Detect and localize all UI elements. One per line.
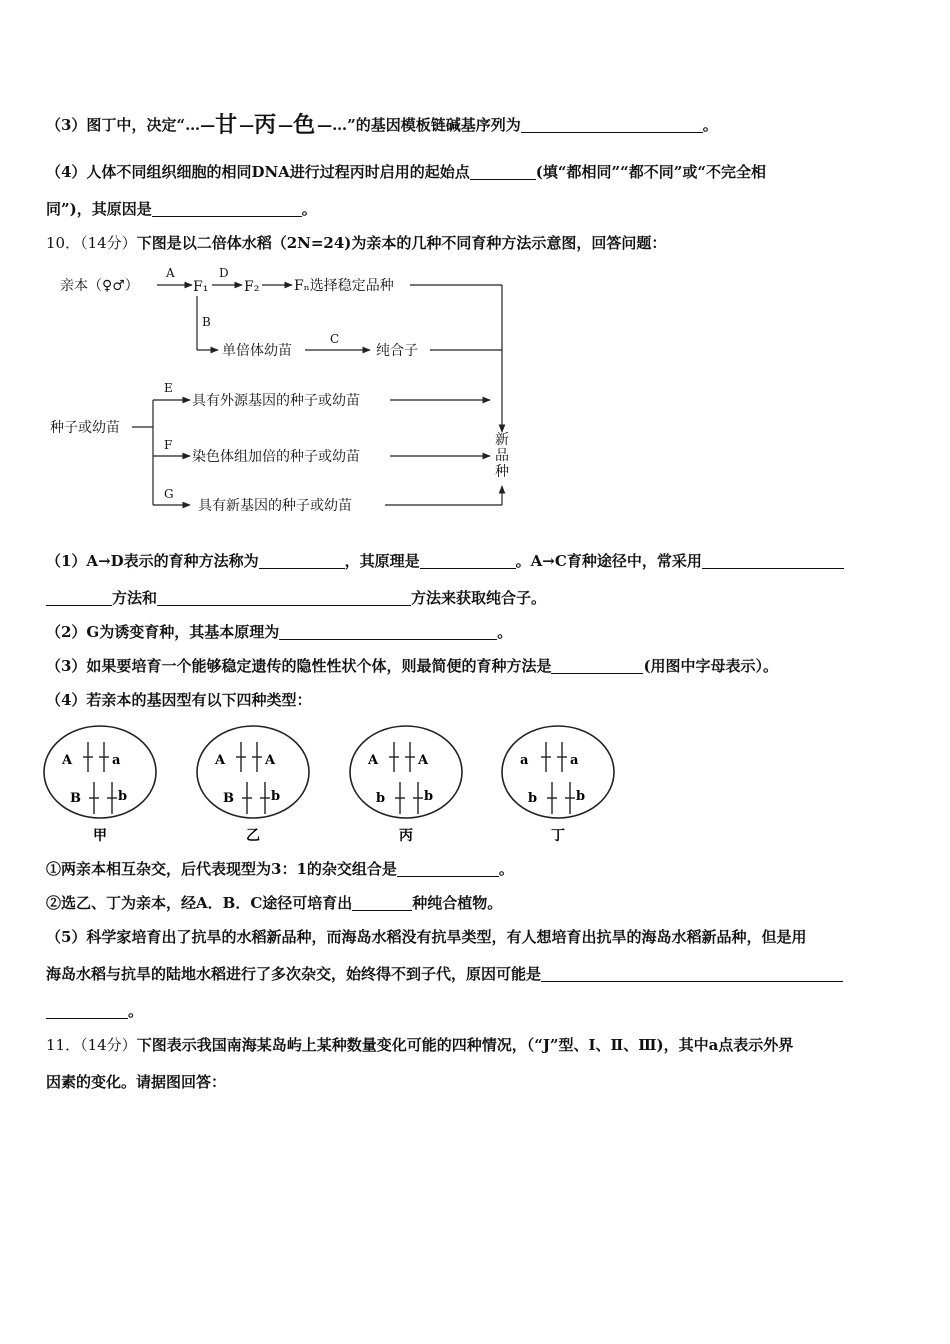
label-double: 染色体组加倍的种子或幼苗 <box>192 449 360 465</box>
label-F1: F₁ <box>193 279 209 295</box>
gene-bottom-left: b <box>528 791 538 806</box>
question-10-header <box>46 233 666 253</box>
q10-p4: （4）若亲本的基因型有以下四种类型： <box>46 691 312 709</box>
label-newgene: 具有新基因的种子或幼苗 <box>198 498 352 514</box>
question-11-line1 <box>46 1035 793 1055</box>
q10-part1-line1 <box>46 551 844 571</box>
gene-top-right: a <box>112 753 121 768</box>
q3-tail: —…”的基因模板链碱基序列为 <box>317 116 521 134</box>
q10-p2a: （2）G为诱变育种，其基本原理为 <box>46 623 280 641</box>
genotype-cells <box>0 722 950 847</box>
q11-line2: 因素的变化。请据图回答： <box>46 1073 227 1091</box>
answer-blank[interactable] <box>521 117 703 133</box>
gene-bottom-right: b <box>271 789 281 804</box>
codon-glyph-2: 丙 <box>254 112 279 138</box>
q4-line1-tail: (填“都相同”“都不同”或“不完全相 <box>535 163 767 181</box>
answer-blank[interactable] <box>702 553 844 569</box>
q10-part5-line2 <box>46 964 843 984</box>
q10-sub2 <box>46 893 502 913</box>
diagram-parent: 亲本（♀♂） <box>60 278 139 294</box>
answer-blank[interactable] <box>46 590 112 606</box>
gene-bottom-right: b <box>576 789 586 804</box>
q10-p2-end: 。 <box>497 623 513 641</box>
q3-label: （3）图丁中，决定“…— <box>46 116 216 134</box>
gene-top-left: A <box>215 753 226 768</box>
q10-s1a: ①两亲本相互杂交，后代表现型为3：1的杂交组合是 <box>46 860 397 878</box>
cell-outline <box>197 726 309 818</box>
label-new-1: 新 <box>495 432 509 448</box>
gene-bottom-right: b <box>424 789 434 804</box>
question-4-dna-line1 <box>46 162 766 182</box>
cell-outline <box>350 726 462 818</box>
label-new-2: 品 <box>495 448 509 464</box>
q10-text: 下图是以二倍体水稻（2N=24)为亲本的几种不同育种方法示意图，回答问题： <box>136 234 667 252</box>
q10-s2b: 种纯合植物。 <box>412 894 503 912</box>
codon-glyph-1: 甘 <box>215 112 240 138</box>
label-exo: 具有外源基因的种子或幼苗 <box>192 393 360 409</box>
label-seed: 种子或幼苗 <box>50 420 120 436</box>
cell-outline <box>44 726 156 818</box>
q10-p1c: 。A→C育种途径中，常采用 <box>515 552 702 570</box>
label-G: G <box>164 487 174 501</box>
label-E: E <box>164 381 173 395</box>
label-haploid: 单倍体幼苗 <box>222 343 292 359</box>
q10-p1a: （1）A→D表示的育种方法称为 <box>46 552 259 570</box>
q10-p3a: （3）如果要培育一个能够稳定遗传的隐性性状个体，则最简便的育种方法是 <box>46 657 552 675</box>
gene-bottom-right: b <box>118 789 128 804</box>
q4-line2-end: 。 <box>301 200 317 218</box>
q10-p5a: （5）科学家培育出了抗旱的水稻新品种，而海岛水稻没有抗旱类型，有人想培育出抗旱的海岛水稻新品种，但是用 <box>46 928 807 946</box>
q10-p5-end: 。 <box>128 1002 144 1020</box>
label-Fn: Fₙ选择稳定品种 <box>294 278 394 294</box>
gene-bottom-left: B <box>223 791 234 806</box>
answer-blank[interactable] <box>551 658 643 674</box>
q10-part2 <box>46 622 512 642</box>
question-4-dna-line2 <box>46 199 317 219</box>
question-3-ding-line <box>46 112 718 138</box>
answer-blank[interactable] <box>541 966 843 982</box>
gene-top-right: A <box>418 753 429 768</box>
answer-blank[interactable] <box>397 861 499 877</box>
q10-s2a: ②选乙、丁为亲本，经A．B．C途径可培育出 <box>46 894 353 912</box>
cell-name: 乙 <box>246 828 260 844</box>
label-D: D <box>219 266 229 280</box>
breeding-diagram <box>0 260 950 520</box>
q4-line1: （4）人体不同组织细胞的相同DNA进行过程丙时启用的起始点 <box>46 163 470 181</box>
label-C: C <box>330 332 340 346</box>
q3-sep2: — <box>278 116 294 134</box>
q10-p3b: (用图中字母表示）。 <box>643 657 779 675</box>
question-11-line2 <box>46 1072 226 1092</box>
gene-top-right: A <box>265 753 276 768</box>
q10-p5b: 海岛水稻与抗旱的陆地水稻进行了多次杂交，始终得不到子代，原因可能是 <box>46 965 542 983</box>
answer-blank[interactable] <box>470 164 536 180</box>
q11-text: 下图表示我国南海某岛屿上某种数量变化可能的四种情况，（“J”型、Ⅰ、Ⅱ、Ⅲ)，其中a点表示外界 <box>136 1036 794 1054</box>
q10-sub1 <box>46 859 514 879</box>
q10-p1e: 方法来获取纯合子。 <box>411 589 547 607</box>
q3-sep1: — <box>239 116 255 134</box>
label-A: A <box>166 266 175 280</box>
cell-name: 丙 <box>399 828 413 844</box>
cell-outline <box>502 726 614 818</box>
q10-part4 <box>46 690 311 710</box>
label-F2: F₂ <box>244 279 260 295</box>
gene-top-right: a <box>570 753 579 768</box>
cell-甲 <box>44 726 156 844</box>
gene-bottom-left: b <box>376 791 386 806</box>
label-pure: 纯合子 <box>376 343 418 359</box>
gene-bottom-left: B <box>70 791 81 806</box>
answer-blank[interactable] <box>279 624 497 640</box>
answer-blank[interactable] <box>352 895 412 911</box>
q4-line2: 同”)，其原因是 <box>46 200 152 218</box>
q10-p1b: ，其原理是 <box>344 552 420 570</box>
q10-part1-line2 <box>46 588 546 608</box>
q10-part5-line3 <box>46 1001 143 1021</box>
q10-s1-end: 。 <box>498 860 514 878</box>
answer-blank[interactable] <box>46 1003 128 1019</box>
answer-blank[interactable] <box>259 553 345 569</box>
label-B: B <box>202 315 211 329</box>
cell-乙 <box>197 726 309 844</box>
q10-part3 <box>46 656 778 676</box>
q11-number: 11．（14分） <box>46 1036 137 1054</box>
q3-end: 。 <box>702 116 718 134</box>
q10-p1d: 方法和 <box>112 589 158 607</box>
cell-丁 <box>502 726 614 844</box>
answer-blank[interactable] <box>420 553 516 569</box>
gene-top-left: A <box>368 753 379 768</box>
gene-top-left: a <box>520 753 529 768</box>
answer-blank[interactable] <box>157 590 411 606</box>
cell-name: 甲 <box>93 828 107 844</box>
cell-丙 <box>350 726 462 844</box>
label-F: F <box>164 438 173 452</box>
label-new-3: 种 <box>495 464 509 480</box>
q10-number: 10．（14分） <box>46 234 137 252</box>
cell-name: 丁 <box>551 828 565 844</box>
q10-part5-line1 <box>46 927 806 947</box>
gene-top-left: A <box>62 753 73 768</box>
codon-glyph-3: 色 <box>293 112 318 138</box>
answer-blank[interactable] <box>152 201 302 217</box>
